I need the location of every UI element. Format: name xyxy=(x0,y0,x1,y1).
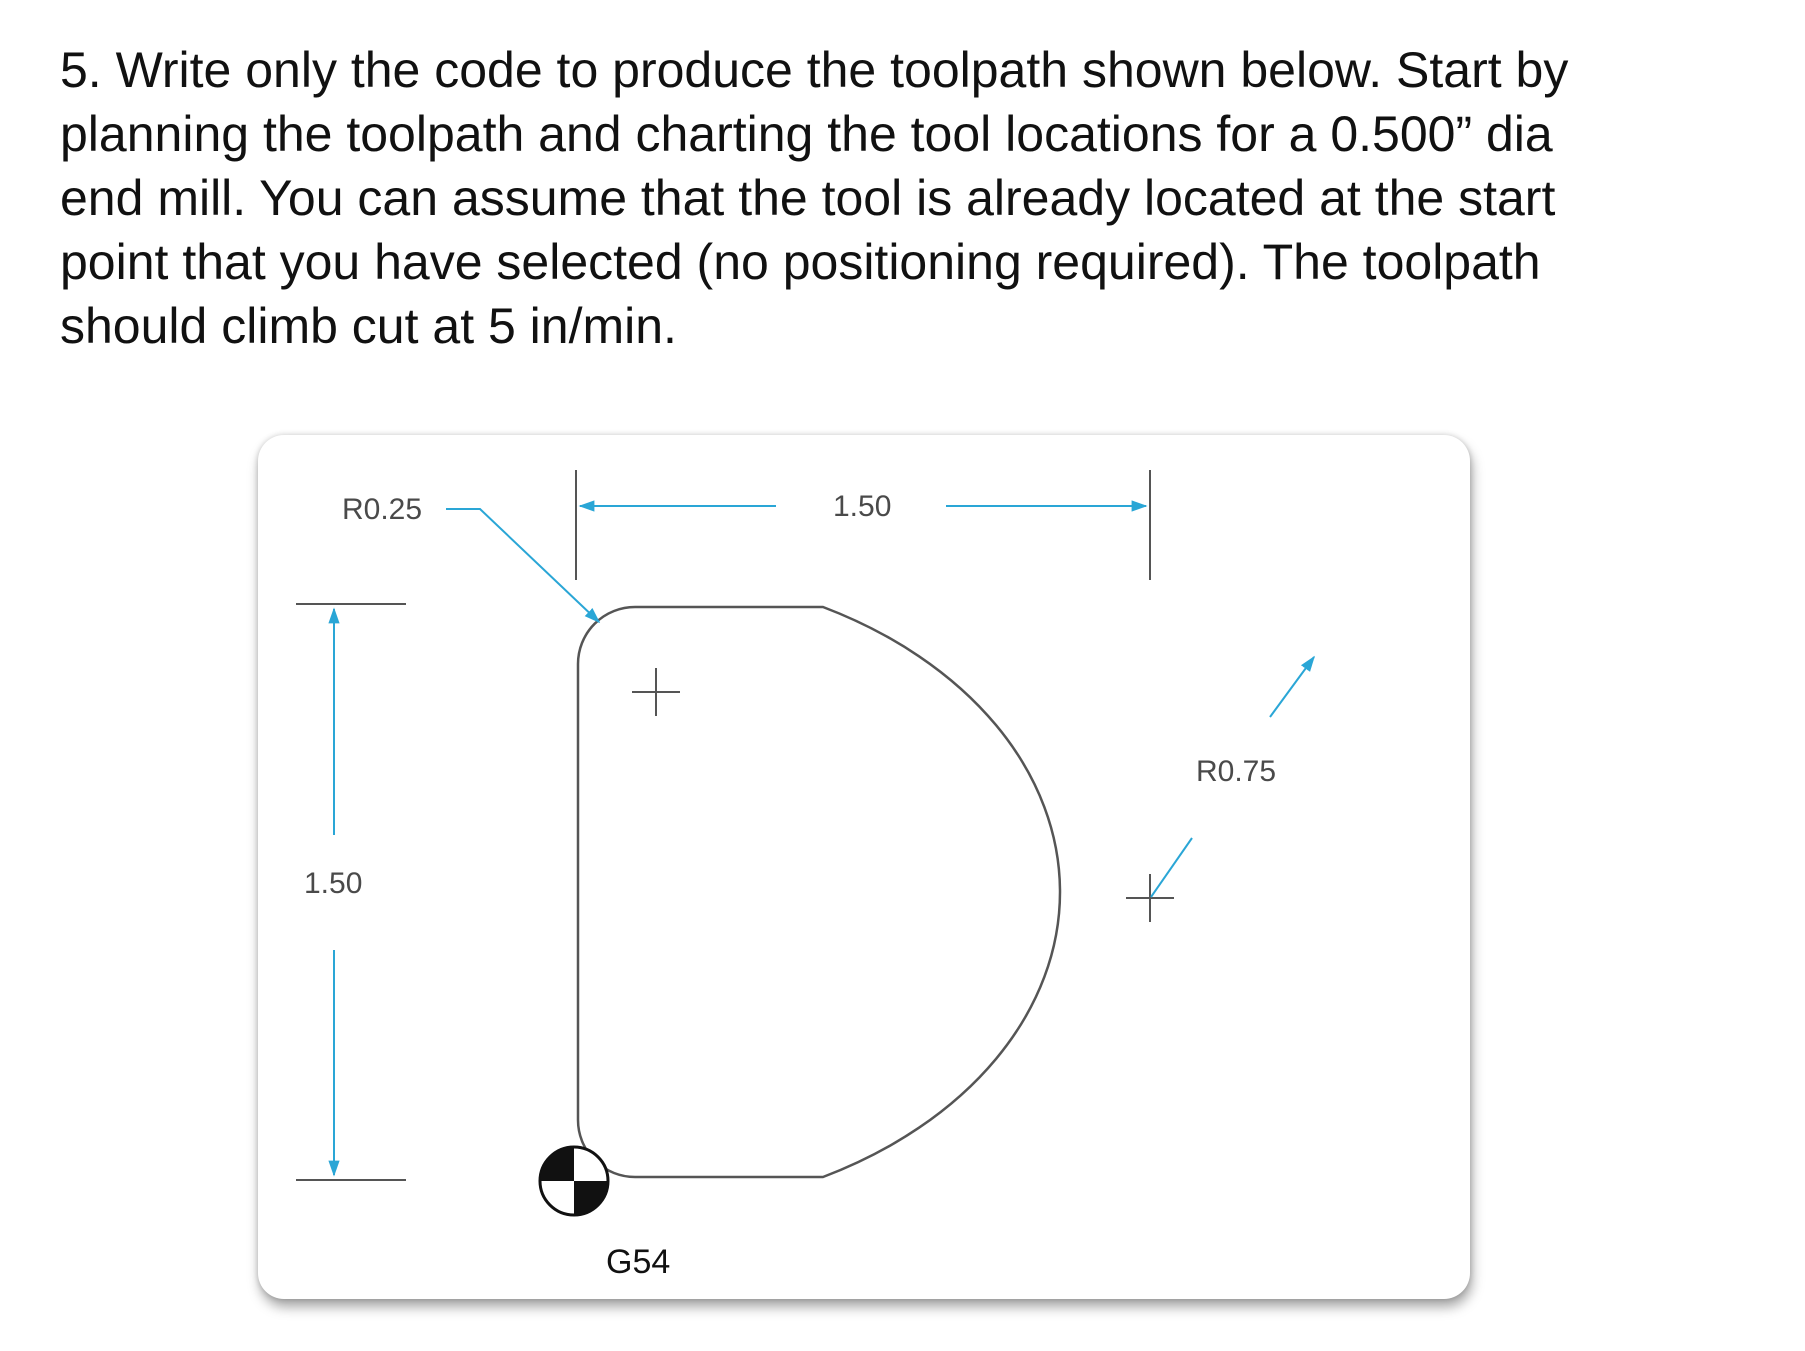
question-line: should climb cut at 5 in/min. xyxy=(60,298,677,354)
arc-radius-leader-inner xyxy=(1151,838,1192,897)
arc-radius-label: R0.75 xyxy=(1196,755,1277,788)
part-drawing-svg xyxy=(258,435,1470,1299)
question-line: end mill. You can assume that the tool is already located at the start xyxy=(60,170,1556,226)
width-dimension-label: 1.50 xyxy=(833,490,892,523)
center-mark-icon xyxy=(1126,874,1174,922)
height-dimension-label: 1.50 xyxy=(304,867,363,900)
work-offset-origin-icon xyxy=(540,1147,608,1215)
arc-radius-leader-outer xyxy=(1270,657,1314,717)
question-line: point that you have selected (no positioning required). The toolpath xyxy=(60,234,1541,290)
question-text xyxy=(60,38,1780,358)
origin-label: G54 xyxy=(606,1243,671,1281)
toolpath-drawing xyxy=(258,435,1470,1299)
question-line: planning the toolpath and charting the tool locations for a 0.500” dia xyxy=(60,106,1553,162)
center-mark-icon xyxy=(632,668,680,716)
question-line: 5. Write only the code to produce the toolpath shown below. Start by xyxy=(60,42,1569,98)
corner-radius-label: R0.25 xyxy=(342,493,423,526)
